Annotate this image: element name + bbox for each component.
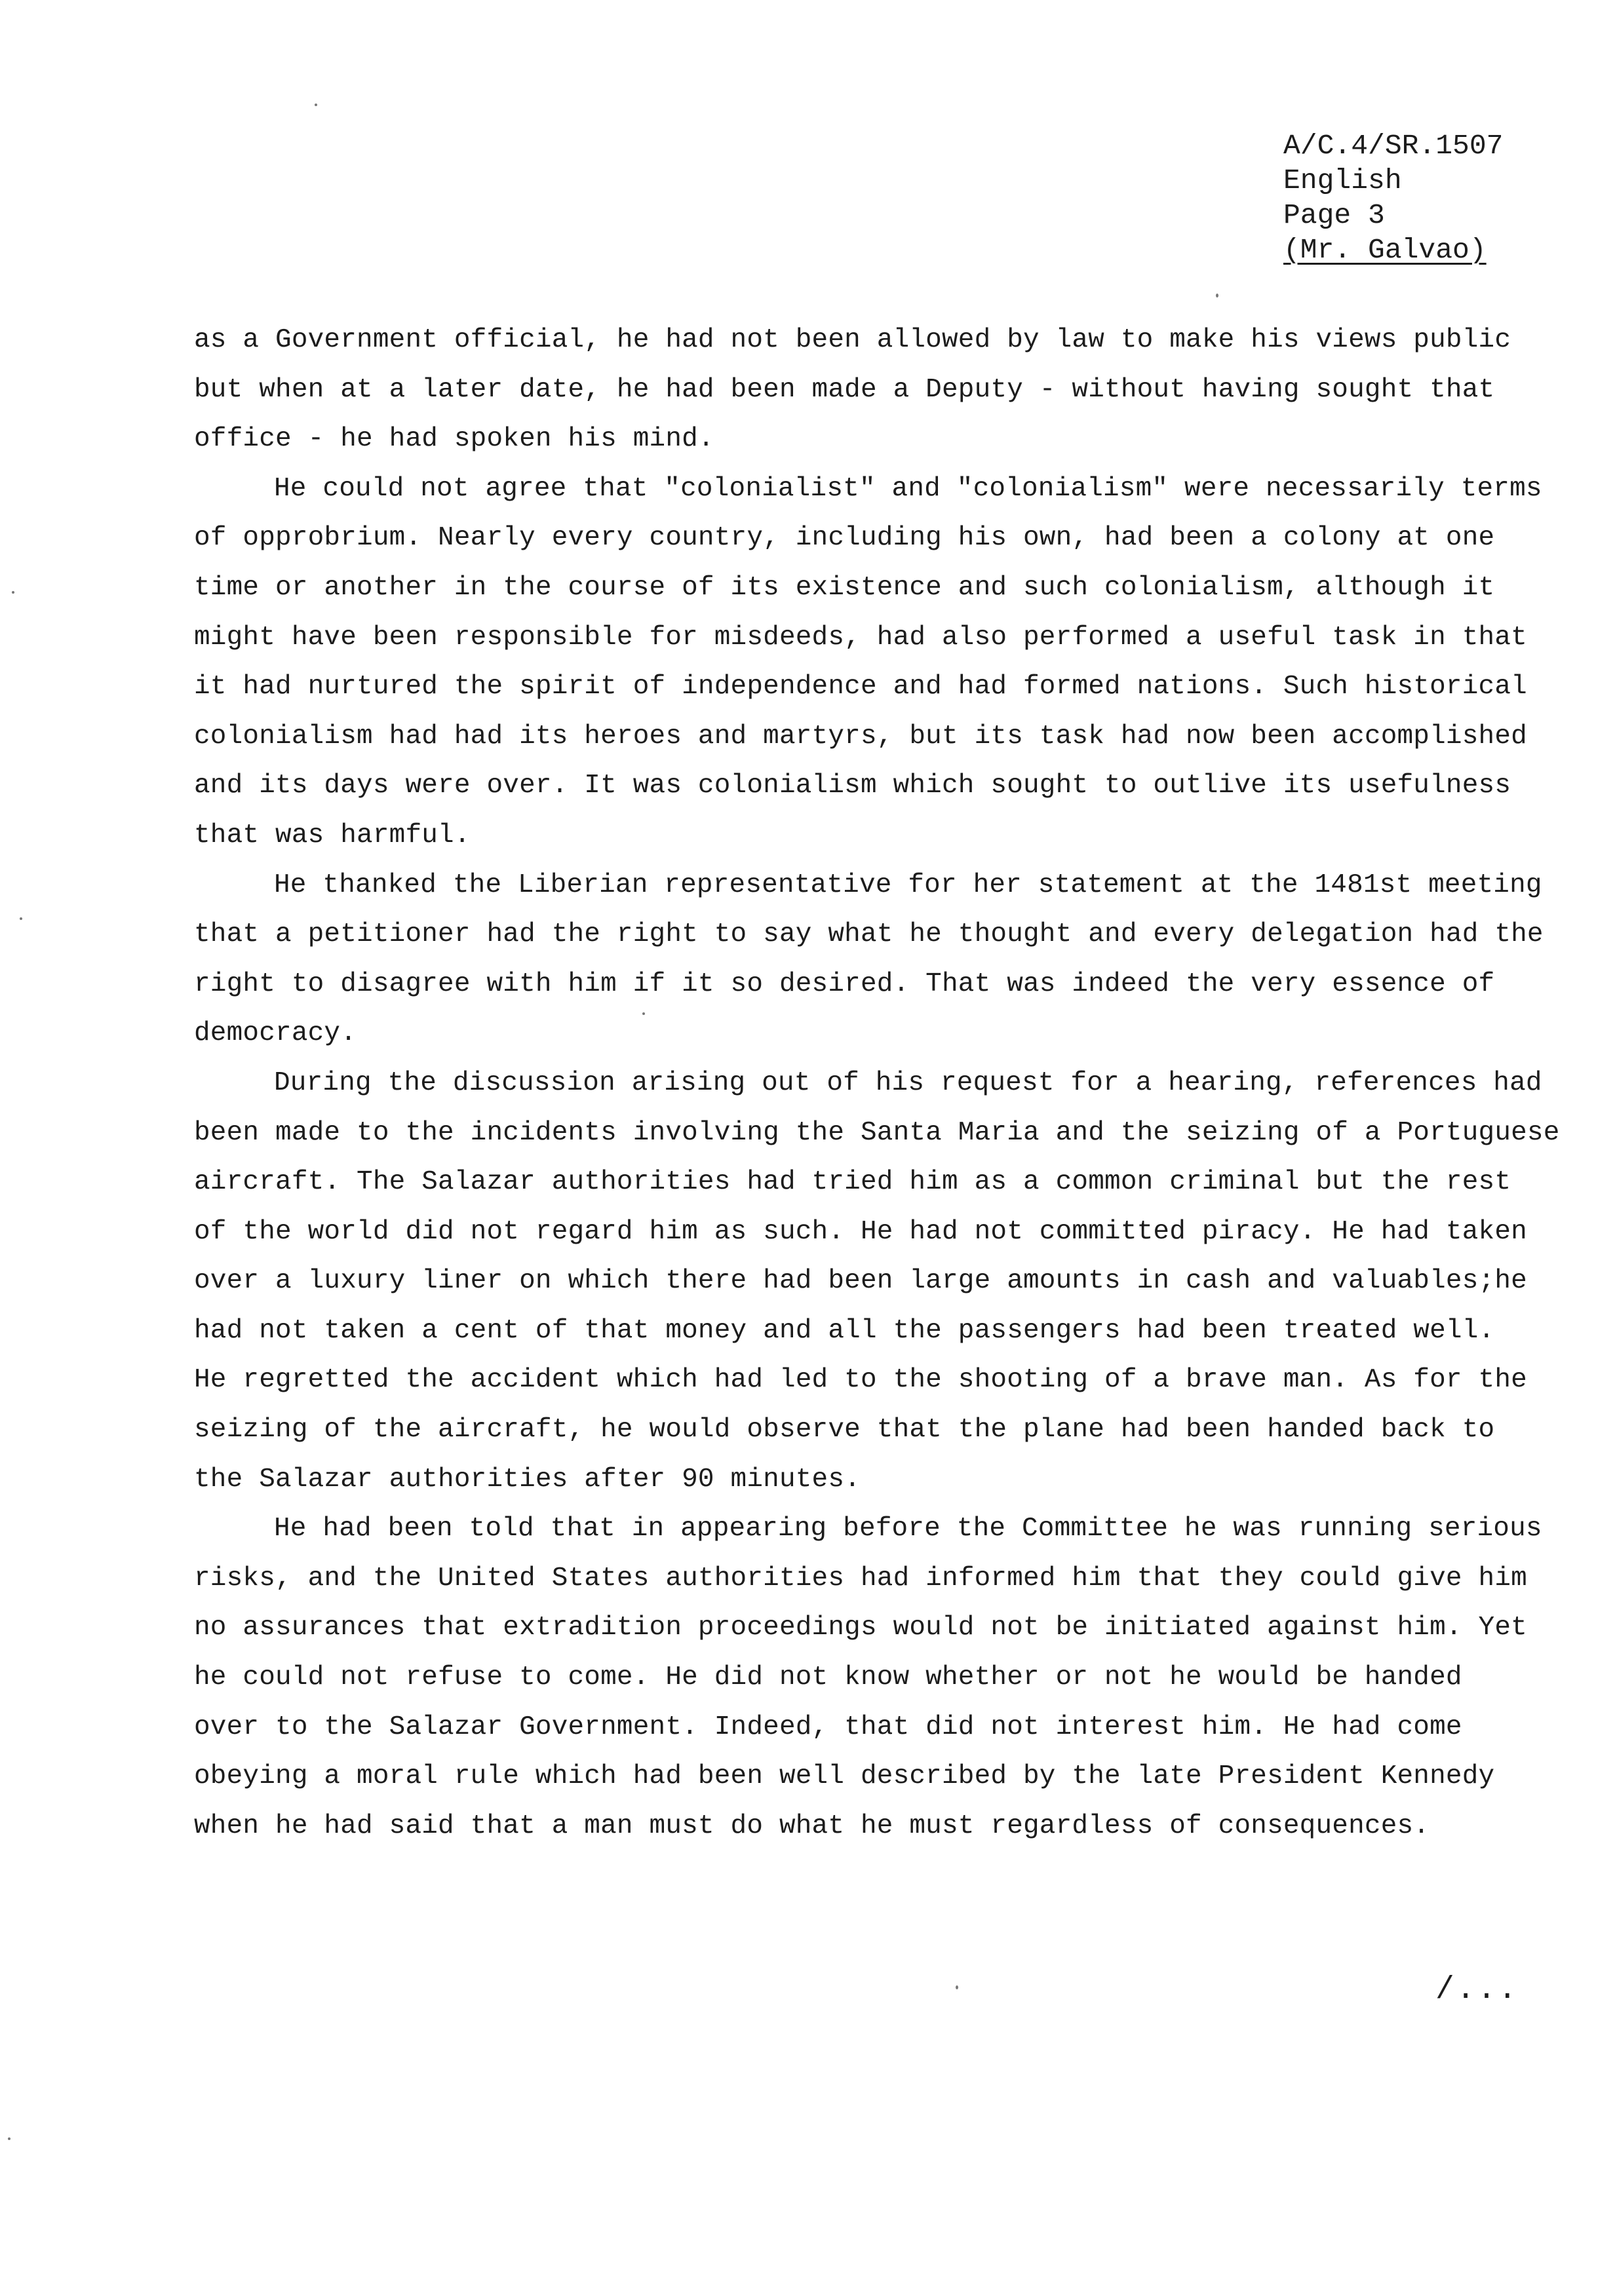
document-body bbox=[194, 316, 1560, 1851]
text-line: over a luxury liner on which there had been large amounts in cash and valuables;he bbox=[194, 1266, 1527, 1297]
body-paragraph bbox=[194, 465, 1557, 861]
scan-speck bbox=[20, 917, 22, 920]
text-line: that was harmful. bbox=[194, 820, 471, 851]
continuation-mark: /... bbox=[1435, 1972, 1519, 2008]
document-symbol: A/C.4/SR.1507 bbox=[1283, 130, 1504, 162]
text-line: risks, and the United States authorities had informed him that they could give him bbox=[194, 1563, 1527, 1594]
text-line: He regretted the accident which had led to the shooting of a brave man. As for the bbox=[194, 1365, 1527, 1396]
text-line: of opprobrium. Nearly every country, including his own, had been a colony at one bbox=[194, 523, 1495, 554]
text-line: it had nurtured the spirit of independence and had formed nations. Such historical bbox=[194, 672, 1527, 702]
text-line: as a Government official, he had not been allowed by law to make his views public bbox=[194, 325, 1511, 355]
text-line: democracy. bbox=[194, 1018, 357, 1049]
text-line: the Salazar authorities after 90 minutes. bbox=[194, 1464, 861, 1495]
scan-speck bbox=[1216, 294, 1218, 297]
body-paragraph bbox=[194, 1059, 1560, 1504]
text-line: but when at a later date, he had been made a Deputy - without having sought that bbox=[194, 374, 1495, 405]
body-paragraph bbox=[194, 316, 1557, 465]
scan-speck bbox=[642, 1012, 645, 1015]
page-number: Page 3 bbox=[1283, 199, 1385, 231]
scan-speck bbox=[315, 104, 317, 106]
speaker-name: (Mr. Galvao) bbox=[1283, 234, 1487, 266]
text-line: seizing of the aircraft, he would observe that the plane had been handed back to bbox=[194, 1415, 1495, 1445]
text-line: been made to the incidents involving the Santa Maria and the seizing of a Portuguese bbox=[194, 1117, 1560, 1148]
text-line: He thanked the Liberian representative for her statement at the 1481st meeting bbox=[274, 870, 1542, 900]
text-line: might have been responsible for misdeeds, had also performed a useful task in that bbox=[194, 622, 1527, 653]
text-line: right to disagree with him if it so desired. That was indeed the very essence of bbox=[194, 968, 1495, 999]
text-line: colonialism had had its heroes and martyrs, but its task had now been accomplished bbox=[194, 721, 1527, 752]
text-line: when he had said that a man must do what he must regardless of consequences. bbox=[194, 1810, 1430, 1841]
text-line: office - he had spoken his mind. bbox=[194, 424, 714, 455]
body-paragraph bbox=[194, 1504, 1557, 1851]
text-line: obeying a moral rule which had been well described by the late President Kennedy bbox=[194, 1761, 1495, 1792]
text-line: he could not refuse to come. He did not know whether or not he would be handed bbox=[194, 1662, 1462, 1693]
text-line: He could not agree that "colonialist" and "colonialism" were necessarily terms bbox=[274, 473, 1542, 504]
scan-speck bbox=[12, 591, 14, 594]
document-language: English bbox=[1283, 164, 1402, 197]
text-line: time or another in the course of its existence and such colonialism, although it bbox=[194, 572, 1495, 603]
text-line: and its days were over. It was colonialism which sought to outlive its usefulness bbox=[194, 771, 1511, 801]
text-line: aircraft. The Salazar authorities had tried him as a common criminal but the rest bbox=[194, 1167, 1511, 1198]
text-line: no assurances that extradition proceedings would not be initiated against him. Yet bbox=[194, 1613, 1527, 1643]
text-line: During the discussion arising out of his request for a hearing, references had bbox=[274, 1067, 1542, 1098]
scan-speck bbox=[8, 2137, 10, 2140]
text-line: of the world did not regard him as such. He had not committed piracy. He had taken bbox=[194, 1216, 1527, 1247]
scan-speck bbox=[956, 1985, 958, 1989]
text-line: over to the Salazar Government. Indeed, that did not interest him. He had come bbox=[194, 1712, 1462, 1742]
document-header bbox=[1283, 128, 1503, 267]
text-line: He had been told that in appearing before the Committee he was running serious bbox=[274, 1514, 1542, 1544]
text-line: that a petitioner had the right to say what he thought and every delegation had the bbox=[194, 919, 1544, 950]
text-line: had not taken a cent of that money and all the passengers had been treated well. bbox=[194, 1315, 1495, 1346]
body-paragraph bbox=[194, 861, 1557, 1059]
